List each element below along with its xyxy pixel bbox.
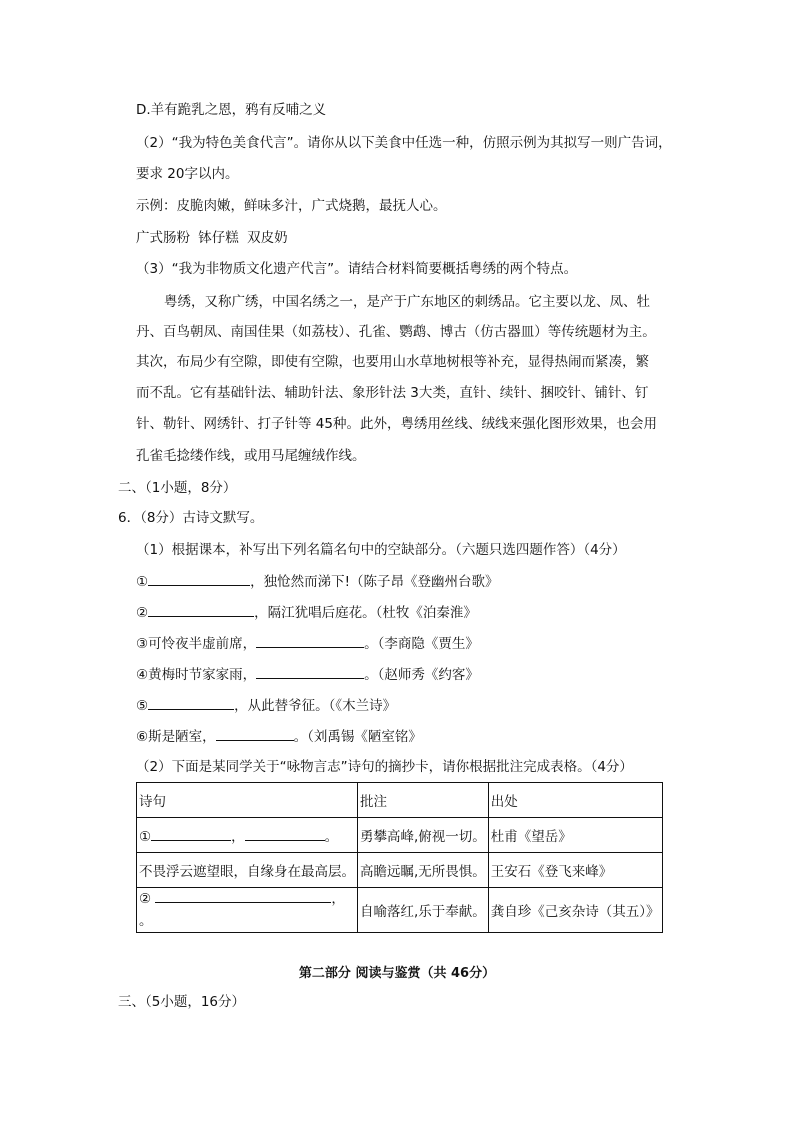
material-line-6: 孔雀毛捻缕作线，或用马尾缠绒作线。 [136,448,366,464]
material-line-1: 粤绣，又称广绣，中国名绣之一，是产于广东地区的刺绣品。它主要以龙、凤、牡 [164,294,650,310]
question-6-1: （1）根据课本，补写出下列名篇名句中的空缺部分。（六题只选四题作答）（4分） [136,542,626,558]
section-2-heading: 二、（1小题，8分） [118,480,237,496]
question-6-2: （2）下面是某同学关于“咏物言志”诗句的摘抄卡，请你根据批注完成表格。（4分） [136,759,633,775]
option-d: D.羊有跪乳之恩，鸦有反哺之义 [136,102,327,118]
material-line-5: 针、勒针、网绣针、打子针等 45种。此外，粤绣用丝线、绒线来强化图形效果，也会用 [136,416,657,432]
question-6: 6．（8分）古诗文默写。 [118,510,264,526]
annotation-cell: 高瞻远瞩,无所畏惧。 [358,853,489,888]
answer-blank[interactable] [151,826,231,841]
answer-blank[interactable] [148,571,250,586]
recite-item-1: ① ，独怆然而涕下!（陈子昂《登幽州台歌》 [136,571,499,592]
source-cell: 龚自珍《己亥杂诗（其五）》 [488,888,662,933]
recite-item-6: ⑥斯是陋室， 。（刘禹锡《陋室铭》 [136,726,422,747]
table-header: 出处 [488,783,662,818]
material-line-2: 丹、百鸟朝凤、南国佳果（如荔枝）、孔雀、鹦鹉、博古（仿古器皿）等传统题材为主。 [136,324,656,340]
example-text: 示例：皮脆肉嫩，鲜味多汁，广式烧鹅，最抚人心。 [136,198,447,214]
section-3-heading: 三、（5小题，16分） [118,994,246,1010]
recite-item-4: ④黄梅时节家家雨， 。（赵师秀《约客》 [136,664,479,685]
answer-blank[interactable] [216,726,294,741]
question-3: （3）“我为非物质文化遗产代言”。请结合材料简要概括粤绣的两个特点。 [136,261,578,277]
table-header: 诗句 [137,783,358,818]
recite-item-5: ⑤ ，从此替爷征。（《木兰诗》 [136,695,396,716]
poem-line-cell: 不畏浮云遮望眼，自缘身在最高层。 [137,853,358,888]
answer-blank[interactable] [148,695,234,710]
poem-card-table [136,782,663,933]
answer-blank[interactable] [245,826,325,841]
food-options: 广式肠粉 钵仔糕 双皮奶 [136,230,288,246]
material-line-3: 其次，布局少有空隙，即使有空隙，也要用山水草地树根等补充，显得热闹而紧凑，繁 [136,354,649,370]
part-2-title: 第二部分 阅读与鉴赏（共 46分） [298,966,496,981]
table-header: 批注 [358,783,489,818]
poem-line-cell: ① ， 。 [137,818,358,853]
table-row [137,888,663,933]
answer-blank[interactable] [155,888,331,903]
table-row [137,818,663,853]
answer-blank[interactable] [148,602,254,617]
table-row [137,853,663,888]
table-header-row [137,783,663,818]
annotation-cell: 自喻落红,乐于奉献。 [358,888,489,933]
poem-line-cell: ② ， 。 [137,888,358,933]
source-cell: 王安石《登飞来峰》 [488,853,662,888]
recite-item-2: ② ，隔江犹唱后庭花。（杜牧《泊秦淮》 [136,602,477,623]
question-2-requirement: 要求 20字以内。 [136,166,239,182]
question-2: （2）“我为特色美食代言”。请你从以下美食中任选一种，仿照示例为其拟写一则广告词， [136,135,672,151]
material-line-4: 而不乱。它有基础针法、辅助针法、象形针法 3大类，直针、续针、捆咬针、铺针、钉 [136,385,649,401]
answer-blank[interactable] [256,664,364,679]
recite-item-3: ③可怜夜半虚前席， 。（李商隐《贾生》 [136,633,479,654]
source-cell: 杜甫《望岳》 [488,818,662,853]
answer-blank[interactable] [256,633,364,648]
annotation-cell: 勇攀高峰,俯视一切。 [358,818,489,853]
